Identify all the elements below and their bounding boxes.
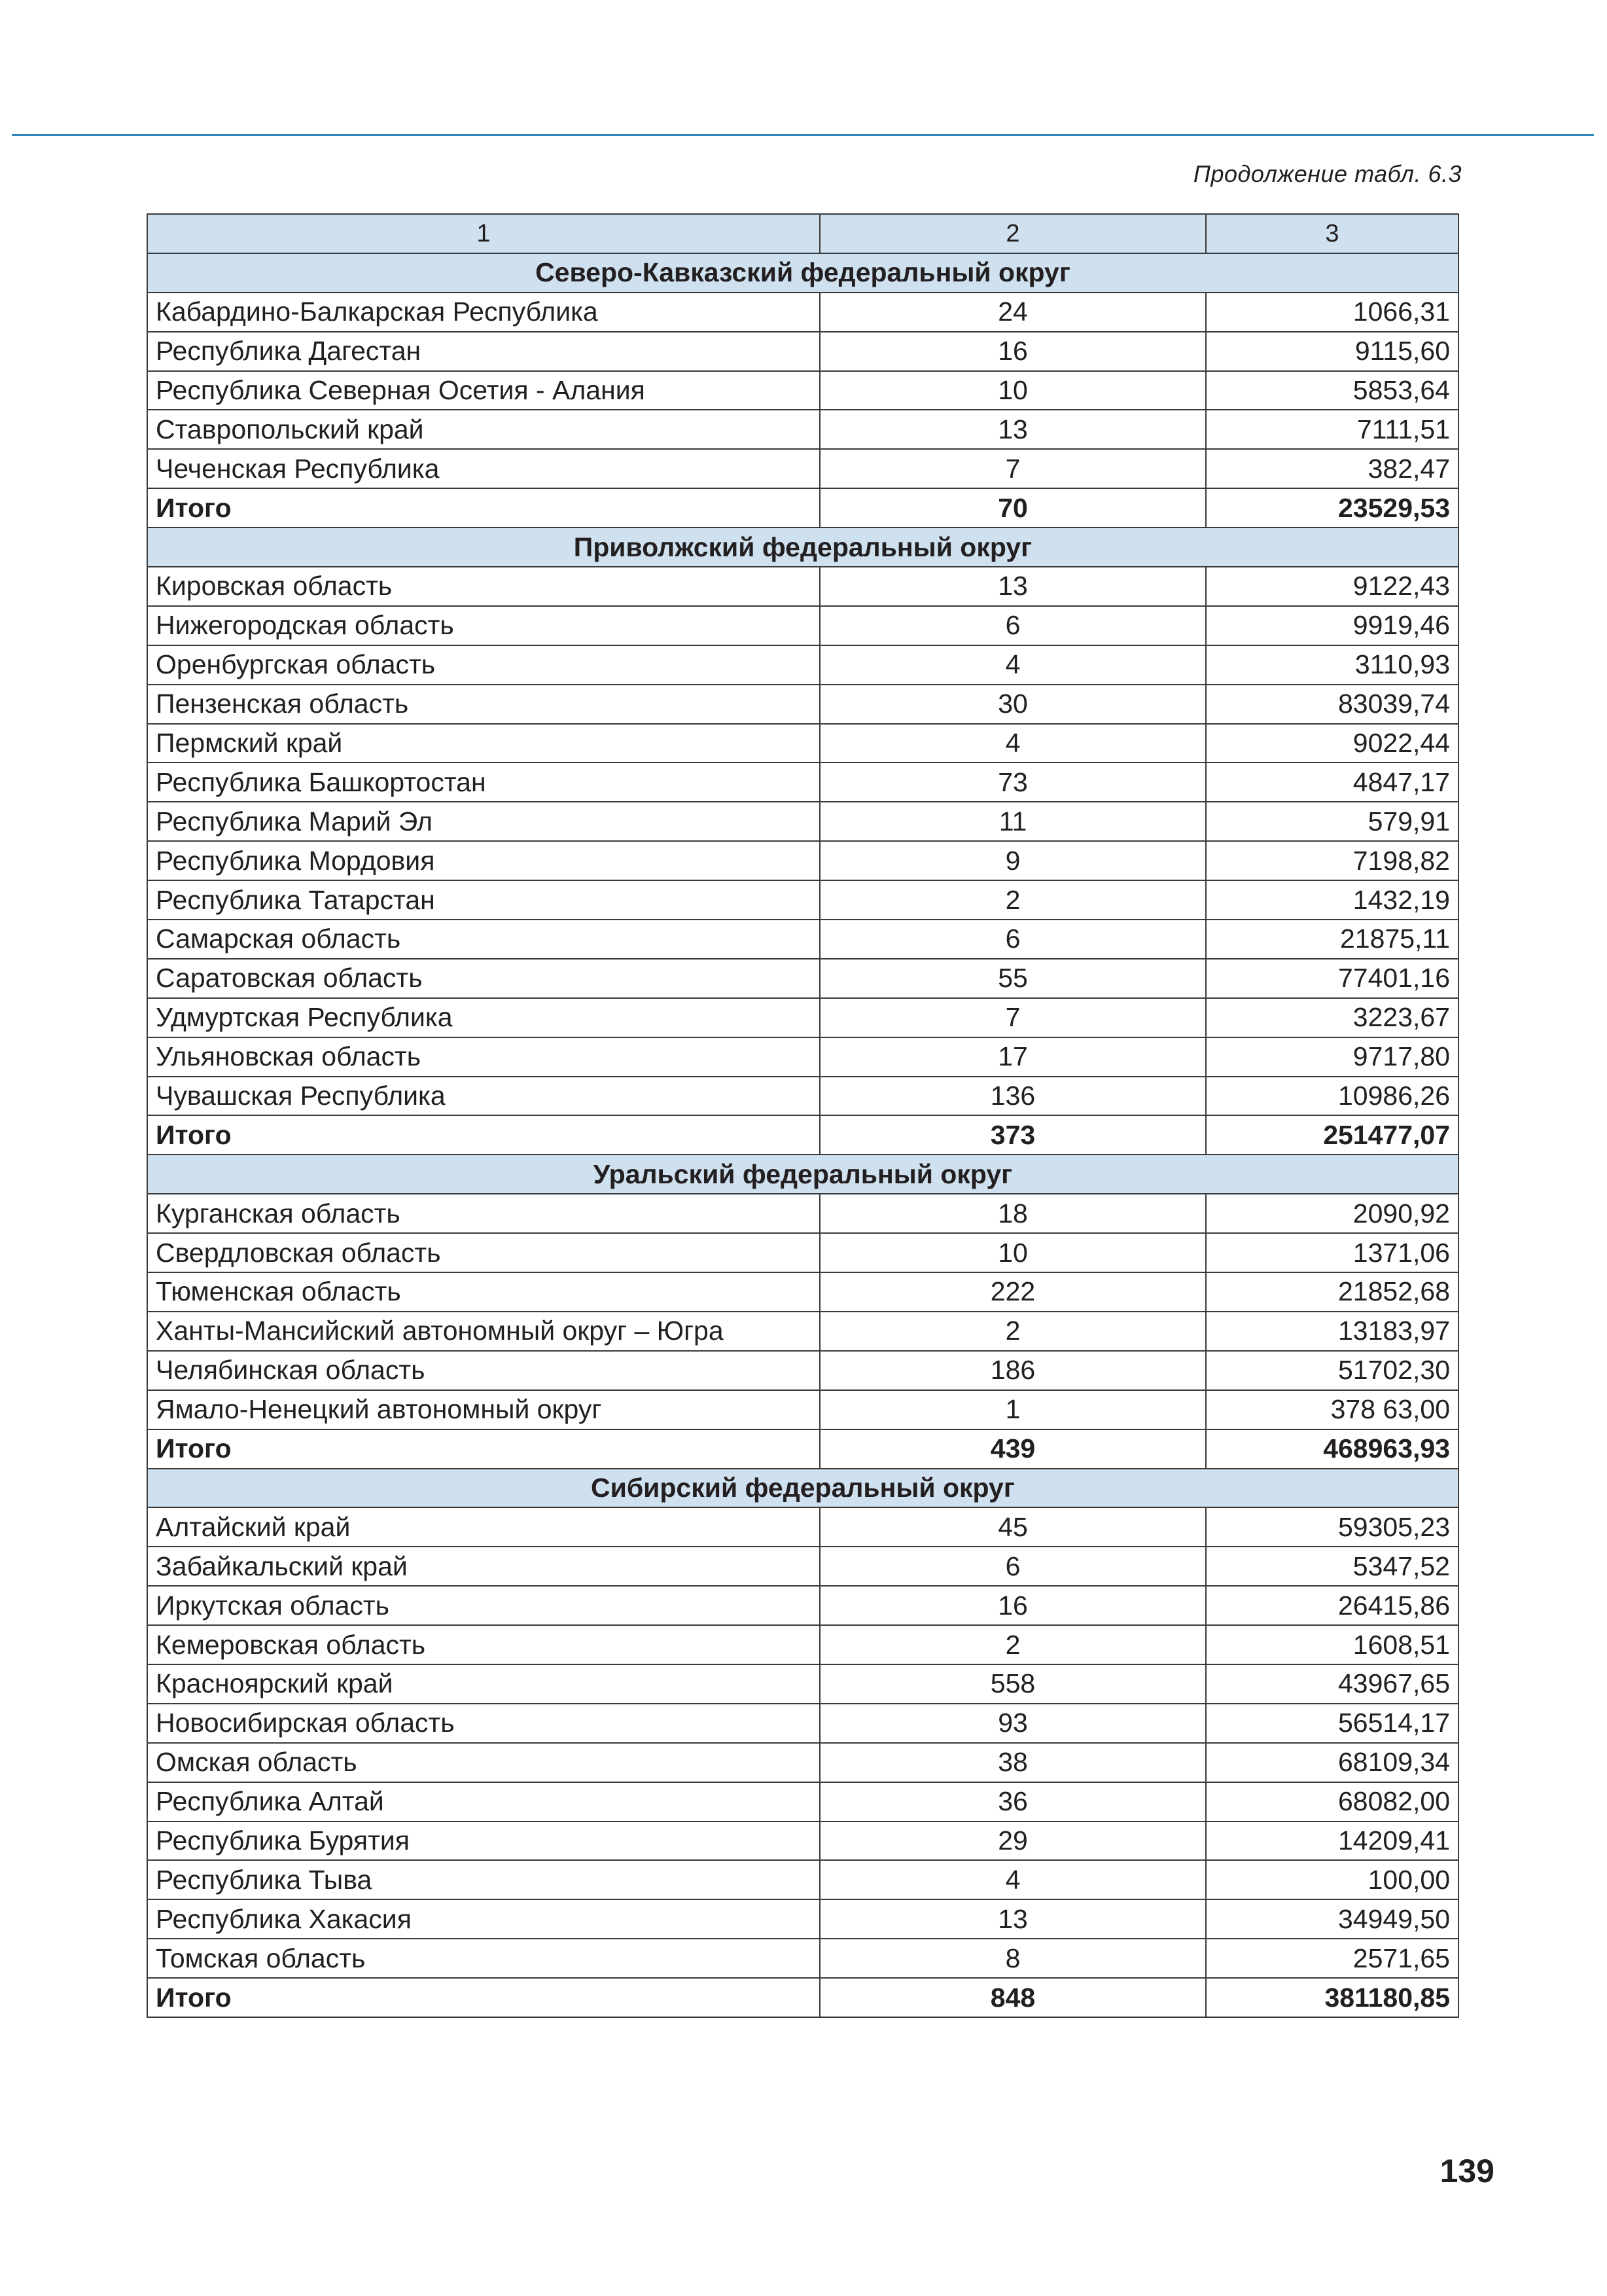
amount-cell: 9115,60 [1206,332,1458,371]
count-cell: 55 [820,959,1206,998]
region-name-cell: Свердловская область [147,1233,820,1272]
region-name-cell: Республика Мордовия [147,841,820,880]
total-amount-cell: 251477,07 [1206,1115,1458,1155]
count-cell: 9 [820,841,1206,880]
table-row [147,1507,1458,1547]
count-cell: 7 [820,998,1206,1037]
amount-cell: 3110,93 [1206,645,1458,685]
table-row [147,1899,1458,1939]
region-name-cell: Нижегородская область [147,606,820,645]
table-row [147,606,1458,645]
count-cell: 7 [820,449,1206,488]
region-name-cell: Саратовская область [147,959,820,998]
count-cell: 222 [820,1272,1206,1312]
table-row [147,920,1458,959]
region-name-cell: Кабардино-Балкарская Республика [147,293,820,332]
count-cell: 18 [820,1194,1206,1233]
amount-cell: 4847,17 [1206,762,1458,802]
region-name-cell: Республика Тыва [147,1860,820,1899]
total-count-cell: 373 [820,1115,1206,1155]
table-row [147,332,1458,371]
count-cell: 13 [820,1899,1206,1939]
total-label-cell: Итого [147,1429,820,1469]
count-cell: 13 [820,567,1206,606]
region-name-cell: Курганская область [147,1194,820,1233]
amount-cell: 5853,64 [1206,371,1458,410]
section-header-row [147,528,1458,567]
region-name-cell: Забайкальский край [147,1547,820,1586]
count-cell: 73 [820,762,1206,802]
amount-cell: 1066,31 [1206,293,1458,332]
amount-cell: 378 63,00 [1206,1390,1458,1429]
table-row [147,1939,1458,1978]
data-table [147,213,1459,2018]
table-row [147,567,1458,606]
table-caption: Продолжение табл. 6.3 [1193,160,1462,187]
count-cell: 6 [820,606,1206,645]
region-name-cell: Ямало-Ненецкий автономный округ [147,1390,820,1429]
count-cell: 30 [820,685,1206,724]
section-title: Уральский федеральный округ [147,1155,1458,1194]
count-cell: 558 [820,1664,1206,1704]
amount-cell: 68109,34 [1206,1743,1458,1782]
amount-cell: 9022,44 [1206,724,1458,763]
region-name-cell: Омская область [147,1743,820,1782]
region-name-cell: Новосибирская область [147,1704,820,1743]
count-cell: 11 [820,802,1206,841]
amount-cell: 34949,50 [1206,1899,1458,1939]
count-cell: 38 [820,1743,1206,1782]
count-cell: 1 [820,1390,1206,1429]
section-title: Северо-Кавказский федеральный округ [147,253,1458,293]
table-row [147,1860,1458,1899]
region-name-cell: Республика Бурятия [147,1821,820,1861]
table-row [147,1272,1458,1312]
amount-cell: 5347,52 [1206,1547,1458,1586]
region-name-cell: Республика Северная Осетия - Алания [147,371,820,410]
amount-cell: 43967,65 [1206,1664,1458,1704]
count-cell: 10 [820,371,1206,410]
region-name-cell: Чувашская Республика [147,1077,820,1116]
count-cell: 45 [820,1507,1206,1547]
total-label-cell: Итого [147,1978,820,2017]
region-name-cell: Республика Дагестан [147,332,820,371]
count-cell: 2 [820,880,1206,920]
table-row [147,449,1458,488]
count-cell: 10 [820,1233,1206,1272]
total-amount-cell: 468963,93 [1206,1429,1458,1469]
region-name-cell: Республика Башкортостан [147,762,820,802]
region-name-cell: Самарская область [147,920,820,959]
region-name-cell: Иркутская область [147,1586,820,1625]
region-name-cell: Чеченская Республика [147,449,820,488]
total-row [147,1429,1458,1469]
total-row [147,1978,1458,2017]
count-cell: 2 [820,1312,1206,1351]
table-row [147,1821,1458,1861]
total-amount-cell: 23529,53 [1206,488,1458,528]
region-name-cell: Республика Марий Эл [147,802,820,841]
table-row [147,410,1458,449]
region-name-cell: Пензенская область [147,685,820,724]
section-header-row [147,1469,1458,1508]
amount-cell: 21875,11 [1206,920,1458,959]
table-row [147,802,1458,841]
region-name-cell: Кемеровская область [147,1625,820,1664]
table-row [147,998,1458,1037]
region-name-cell: Республика Хакасия [147,1899,820,1939]
count-cell: 6 [820,1547,1206,1586]
region-name-cell: Кировская область [147,567,820,606]
amount-cell: 7198,82 [1206,841,1458,880]
region-name-cell: Ульяновская область [147,1037,820,1077]
table-row [147,1586,1458,1625]
count-cell: 16 [820,332,1206,371]
table-row [147,762,1458,802]
total-count-cell: 439 [820,1429,1206,1469]
total-label-cell: Итого [147,488,820,528]
amount-cell: 2571,65 [1206,1939,1458,1978]
amount-cell: 1371,06 [1206,1233,1458,1272]
amount-cell: 100,00 [1206,1860,1458,1899]
region-name-cell: Оренбургская область [147,645,820,685]
table-row [147,1233,1458,1272]
page-number: 139 [1439,2153,1494,2189]
amount-cell: 1432,19 [1206,880,1458,920]
top-rule [12,134,1594,136]
amount-cell: 3223,67 [1206,998,1458,1037]
count-cell: 93 [820,1704,1206,1743]
count-cell: 17 [820,1037,1206,1077]
table-row [147,1625,1458,1664]
amount-cell: 83039,74 [1206,685,1458,724]
amount-cell: 579,91 [1206,802,1458,841]
table-row [147,371,1458,410]
amount-cell: 26415,86 [1206,1586,1458,1625]
amount-cell: 9717,80 [1206,1037,1458,1077]
amount-cell: 51702,30 [1206,1351,1458,1390]
amount-cell: 13183,97 [1206,1312,1458,1351]
table-body [147,214,1458,2017]
table-row [147,1077,1458,1116]
table-row [147,1351,1458,1390]
table-row [147,1194,1458,1233]
column-header-3: 3 [1206,214,1458,253]
amount-cell: 56514,17 [1206,1704,1458,1743]
count-cell: 186 [820,1351,1206,1390]
amount-cell: 9122,43 [1206,567,1458,606]
table-row [147,1547,1458,1586]
total-row [147,488,1458,528]
count-cell: 24 [820,293,1206,332]
table-row [147,1037,1458,1077]
region-name-cell: Томская область [147,1939,820,1978]
count-cell: 8 [820,1939,1206,1978]
table-row [147,293,1458,332]
amount-cell: 21852,68 [1206,1272,1458,1312]
region-name-cell: Челябинская область [147,1351,820,1390]
section-header-row [147,253,1458,293]
total-count-cell: 70 [820,488,1206,528]
count-cell: 13 [820,410,1206,449]
column-header-row [147,214,1458,253]
column-header-2: 2 [820,214,1206,253]
total-amount-cell: 381180,85 [1206,1978,1458,2017]
region-name-cell: Удмуртская Республика [147,998,820,1037]
table-row [147,841,1458,880]
count-cell: 2 [820,1625,1206,1664]
amount-cell: 382,47 [1206,449,1458,488]
table-row [147,1664,1458,1704]
table-row [147,880,1458,920]
section-title: Приволжский федеральный округ [147,528,1458,567]
total-row [147,1115,1458,1155]
region-name-cell: Алтайский край [147,1507,820,1547]
amount-cell: 2090,92 [1206,1194,1458,1233]
table-row [147,1782,1458,1821]
count-cell: 16 [820,1586,1206,1625]
amount-cell: 59305,23 [1206,1507,1458,1547]
amount-cell: 14209,41 [1206,1821,1458,1861]
count-cell: 4 [820,1860,1206,1899]
table-row [147,959,1458,998]
table-row [147,1704,1458,1743]
count-cell: 29 [820,1821,1206,1861]
table-row [147,1390,1458,1429]
count-cell: 36 [820,1782,1206,1821]
region-name-cell: Республика Татарстан [147,880,820,920]
region-name-cell: Ханты-Мансийский автономный округ – Югра [147,1312,820,1351]
region-name-cell: Тюменская область [147,1272,820,1312]
table-row [147,645,1458,685]
count-cell: 4 [820,724,1206,763]
region-name-cell: Пермский край [147,724,820,763]
amount-cell: 1608,51 [1206,1625,1458,1664]
total-count-cell: 848 [820,1978,1206,2017]
table-row [147,1312,1458,1351]
region-name-cell: Красноярский край [147,1664,820,1704]
table-row [147,1743,1458,1782]
section-title: Сибирский федеральный округ [147,1469,1458,1508]
column-header-1: 1 [147,214,820,253]
amount-cell: 7111,51 [1206,410,1458,449]
region-name-cell: Республика Алтай [147,1782,820,1821]
amount-cell: 77401,16 [1206,959,1458,998]
section-header-row [147,1155,1458,1194]
count-cell: 136 [820,1077,1206,1116]
amount-cell: 10986,26 [1206,1077,1458,1116]
count-cell: 6 [820,920,1206,959]
region-name-cell: Ставропольский край [147,410,820,449]
amount-cell: 68082,00 [1206,1782,1458,1821]
table-row [147,724,1458,763]
table-row [147,685,1458,724]
amount-cell: 9919,46 [1206,606,1458,645]
total-label-cell: Итого [147,1115,820,1155]
count-cell: 4 [820,645,1206,685]
